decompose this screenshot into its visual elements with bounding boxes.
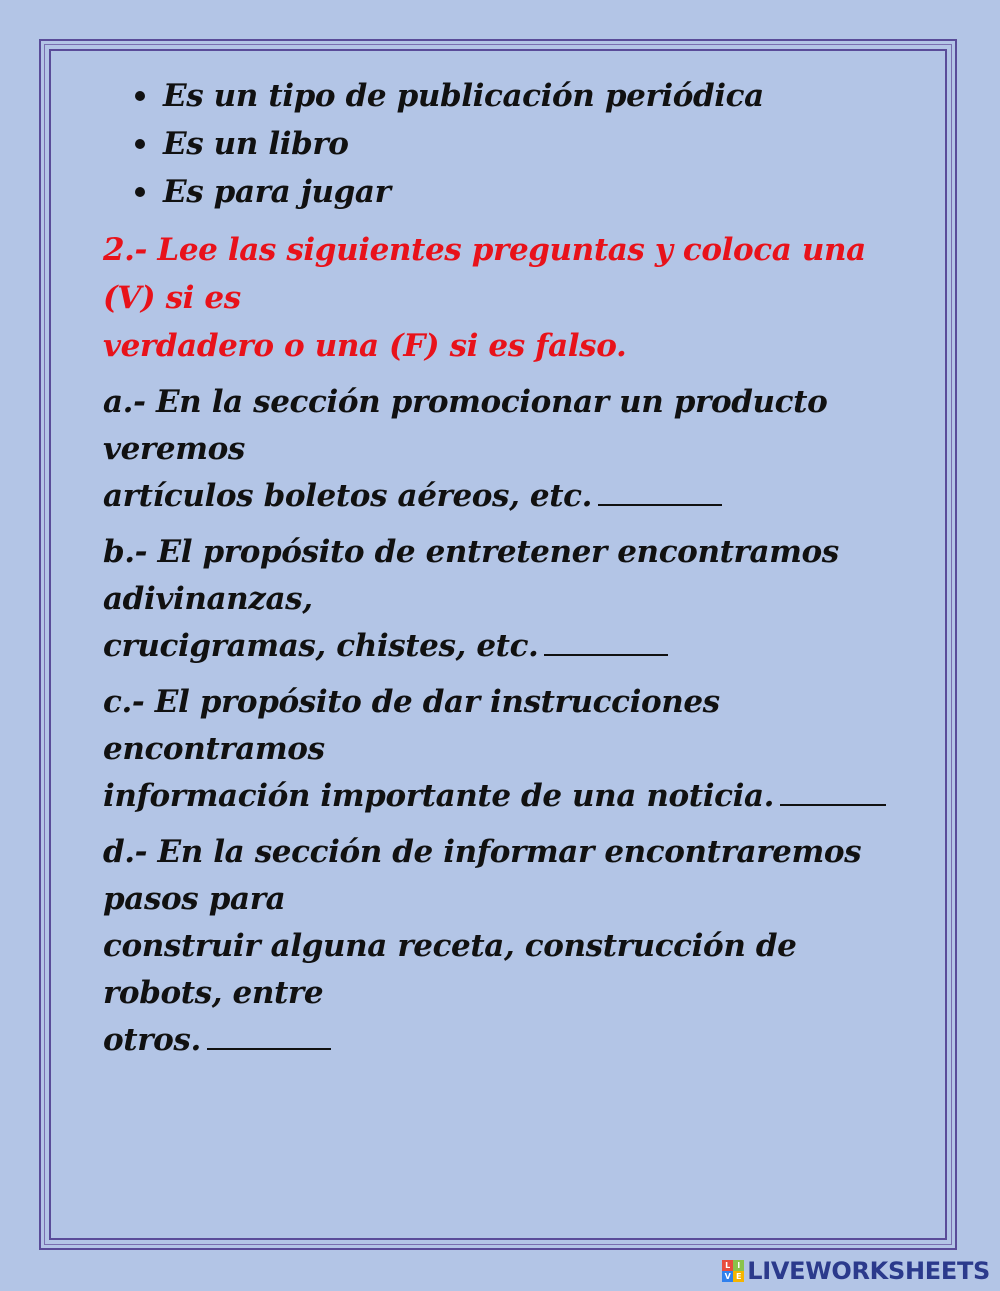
question-line: a.- En la sección promocionar un producto veremos — [103, 384, 828, 467]
exercise-instruction — [103, 226, 903, 370]
question-line: b.- El propósito de entretener encontramos adivinanzas, — [103, 534, 839, 617]
option-item — [133, 72, 903, 120]
option-text: Es un libro — [163, 126, 349, 162]
answer-blank[interactable] — [598, 480, 722, 506]
question-line: d.- En la sección de informar encontraremos pasos para — [103, 834, 862, 917]
liveworksheets-logo — [722, 1257, 990, 1285]
question-line: crucigramas, chistes, etc. — [103, 628, 539, 664]
answer-blank[interactable] — [207, 1024, 331, 1050]
question-line: artículos boletos aéreos, etc. — [103, 478, 593, 514]
answer-blank[interactable] — [544, 630, 668, 656]
logo-letter: V — [722, 1271, 733, 1282]
instruction-line: verdadero o una (F) si es falso. — [103, 328, 627, 364]
answer-blank[interactable] — [780, 780, 886, 806]
option-list — [103, 72, 903, 216]
option-text: Es un tipo de publicación periódica — [163, 78, 764, 114]
logo-letter: E — [733, 1271, 744, 1282]
bullet-icon — [135, 187, 145, 197]
option-item — [133, 168, 903, 216]
question-line: otros. — [103, 1022, 201, 1058]
question-line: c.- El propósito de dar instrucciones encontramos — [103, 684, 720, 767]
bullet-icon — [135, 139, 145, 149]
worksheet-content — [103, 72, 903, 1064]
logo-letter: L — [722, 1260, 733, 1271]
question-d — [103, 829, 903, 1064]
question-line: información importante de una noticia. — [103, 778, 775, 814]
option-text: Es para jugar — [163, 174, 391, 210]
question-a — [103, 379, 903, 520]
question-b — [103, 529, 903, 670]
logo-text: LIVEWORKSHEETS — [747, 1257, 990, 1285]
liveworksheets-logo-icon — [722, 1260, 744, 1282]
instruction-line: 2.- Lee las siguientes preguntas y coloca una (V) si es — [103, 232, 866, 316]
logo-letter: I — [733, 1260, 744, 1271]
question-line: construir alguna receta, construcción de robots, entre — [103, 928, 797, 1011]
question-c — [103, 679, 903, 820]
bullet-icon — [135, 91, 145, 101]
option-item — [133, 120, 903, 168]
